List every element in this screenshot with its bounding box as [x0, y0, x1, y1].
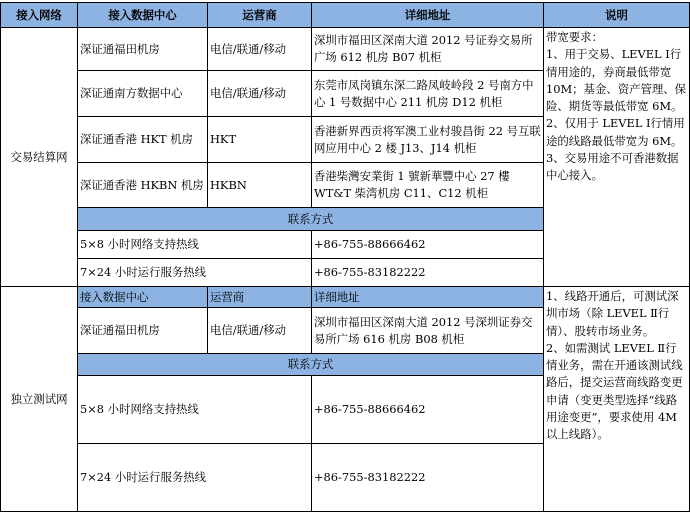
- trading-notes: [544, 28, 690, 287]
- address-cell: 香港新界西贡将军澳工业村骏昌街 22 号互联网应用中心 2 楼 J13、J14 机柜: [312, 117, 544, 163]
- network-name-testing: 独立测试网: [1, 287, 78, 512]
- note-line: 1、线路开通后，可测试深圳市场（除 LEVEL Ⅱ行情）、股转市场业务。: [546, 289, 679, 338]
- header-network: 接入网络: [1, 3, 78, 28]
- contact-label: 7×24 小时运行服务热线: [78, 259, 312, 287]
- data-center-cell: 深证通南方数据中心: [78, 71, 208, 117]
- sub-header-row: [1, 287, 690, 308]
- carrier-cell: 电信/联通/移动: [208, 28, 312, 71]
- contact-header: 联系方式: [78, 208, 544, 231]
- carrier-cell: 电信/联通/移动: [208, 71, 312, 117]
- header-notes: 说明: [544, 3, 690, 28]
- sub-header-address: 详细地址: [312, 287, 544, 308]
- address-cell: 深圳市福田区深南大道 2012 号深圳证券交易所广场 616 机房 B08 机柜: [312, 308, 544, 354]
- carrier-cell: 电信/联通/移动: [208, 308, 312, 354]
- note-line: 2、如需测试 LEVEL Ⅱ行情业务，需在开通该测试线路后，提交运营商线路变更申请（变更类型选择“线路用途变更”，要求使用 4M 以上线路）。: [546, 340, 683, 442]
- carrier-cell: HKT: [208, 117, 312, 163]
- contact-phone: +86-755-83182222: [312, 259, 544, 287]
- contact-label: 7×24 小时运行服务热线: [78, 444, 312, 512]
- contact-phone: +86-755-83182222: [312, 444, 544, 512]
- address-cell: 深圳市福田区深南大道 2012 号证券交易所广场 612 机房 B07 机柜: [312, 28, 544, 71]
- network-access-table: [0, 2, 690, 512]
- contact-header: 联系方式: [78, 354, 544, 376]
- table-header-row: [1, 3, 690, 28]
- data-center-cell: 深证通福田机房: [78, 28, 208, 71]
- data-center-cell: 深证通福田机房: [78, 308, 208, 354]
- data-center-cell: 深证通香港 HKT 机房: [78, 117, 208, 163]
- contact-phone: +86-755-88666462: [312, 376, 544, 444]
- sub-header-data-center: 接入数据中心: [78, 287, 208, 308]
- sub-header-carrier: 运营商: [208, 287, 312, 308]
- note-line: 1、用于交易、LEVEL Ⅰ行情用途的，券商最低带宽 10M；基金、资产管理、保险、期货等最低带宽 6M。: [546, 47, 687, 114]
- address-cell: 香港柴灣安業街 1 號新華豐中心 27 樓 WT&T 柴湾机房 C11、C12 机柜: [312, 163, 544, 208]
- network-name-trading: 交易结算网: [1, 28, 78, 287]
- note-line: 2、仅用于 LEVEL Ⅰ行情用途的线路最低带宽为 6M。: [546, 116, 685, 148]
- header-carrier: 运营商: [208, 3, 312, 28]
- table-row: [1, 28, 690, 71]
- note-line: 3、交易用途不可香港数据中心接入。: [546, 151, 679, 183]
- contact-label: 5×8 小时网络支持热线: [78, 231, 312, 259]
- header-address: 详细地址: [312, 3, 544, 28]
- contact-label: 5×8 小时网络支持热线: [78, 376, 312, 444]
- carrier-cell: HKBN: [208, 163, 312, 208]
- address-cell: 东莞市凤岗镇东深二路凤岐岭段 2 号南方中心 1 号数据中心 211 机房 D12 机柜: [312, 71, 544, 117]
- data-center-cell: 深证通香港 HKBN 机房: [78, 163, 208, 208]
- note-line: 带宽要求：: [546, 30, 603, 44]
- header-data-center: 接入数据中心: [78, 3, 208, 28]
- contact-phone: +86-755-88666462: [312, 231, 544, 259]
- testing-notes: [544, 287, 690, 512]
